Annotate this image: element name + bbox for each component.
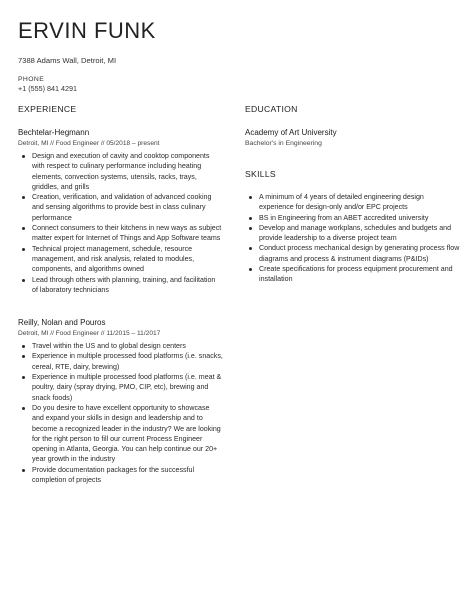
job-bullets xyxy=(18,151,223,295)
job-company: Bechtelar-Hegmann xyxy=(18,128,90,137)
address: 7388 Adams Wall, Detroit, MI xyxy=(18,56,117,65)
job-bullet: Provide documentation packages for the successful completion of projects xyxy=(18,465,223,486)
job-entry xyxy=(18,317,223,485)
education-school: Academy of Art University xyxy=(245,128,337,137)
education-degree: Bachelor's in Engineering xyxy=(245,140,322,147)
job-bullet: Do you desire to have excellent opportunity to showcase and expand your skills in design and leadership and to become a recognized leader in the industry? We are looking for the right person to fill our current Process Engineer opening in Atlanta, Georgia. You can help continue our 20+ year growth in the industry xyxy=(18,403,223,465)
skills-heading: SKILLS xyxy=(245,169,276,179)
skill-item: BS in Engineering from an ABET accredited university xyxy=(245,213,460,223)
job-company: Reilly, Nolan and Pouros xyxy=(18,318,106,328)
job-bullet: Creation, verification, and validation of advanced cooking and sensing algorithms to provide best in class culinary performance xyxy=(18,192,223,223)
education-skills-column xyxy=(245,104,460,285)
job-bullet: Technical project management, schedule, resource management, and risk analysis, related to modules, components, and algorithms owned xyxy=(18,244,223,275)
skills-list xyxy=(245,192,460,285)
job-bullet: Travel within the US and to global design centers xyxy=(18,341,223,351)
job-bullet: Experience in multiple processed food platforms (i.e. meat & poultry, dairy (spray drying, PMO, CIP, etc), brewing and snack foods) xyxy=(18,372,223,403)
candidate-name: ERVIN FUNK xyxy=(18,18,156,43)
job-bullets xyxy=(18,341,223,485)
experience-column xyxy=(18,104,223,501)
job-meta: Detroit, MI // Food Engineer // 11/2015 – 11/2017 xyxy=(18,330,161,338)
skill-item: Create specifications for process equipment procurement and installation xyxy=(245,264,460,285)
job-bullet: Design and execution of cavity and cooktop components with respect to culinary performance including heating elements, convection systems, utensils, racks, trays, griddles, and grills xyxy=(18,151,223,192)
skill-item: Conduct process mechanical design by generating process flow diagrams and process & instrument diagrams (P&IDs) xyxy=(245,243,460,264)
phone-label: PHONE xyxy=(18,76,45,83)
experience-heading: EXPERIENCE xyxy=(18,104,77,114)
job-bullet: Connect consumers to their kitchens in new ways as subject matter expert for Internet of Things and App Software teams xyxy=(18,223,223,244)
job-bullet: Lead through others with planning, training, and facilitation of laboratory technicians xyxy=(18,275,223,296)
job-meta: Detroit, MI // Food Engineer // 05/2018 – present xyxy=(18,140,160,147)
phone-value: +1 (555) 841 4291 xyxy=(18,84,77,93)
skill-item: Develop and manage workplans, schedules and budgets and provide leadership to a diverse project team xyxy=(245,223,460,244)
skill-item: A minimum of 4 years of detailed engineering design experience for design-only and/or EPC projects xyxy=(245,192,460,213)
job-entry xyxy=(18,127,223,295)
education-heading: EDUCATION xyxy=(245,104,298,114)
job-bullet: Experience in multiple processed food platforms (i.e. snacks, cereal, RTE, dairy, brewing) xyxy=(18,351,223,372)
